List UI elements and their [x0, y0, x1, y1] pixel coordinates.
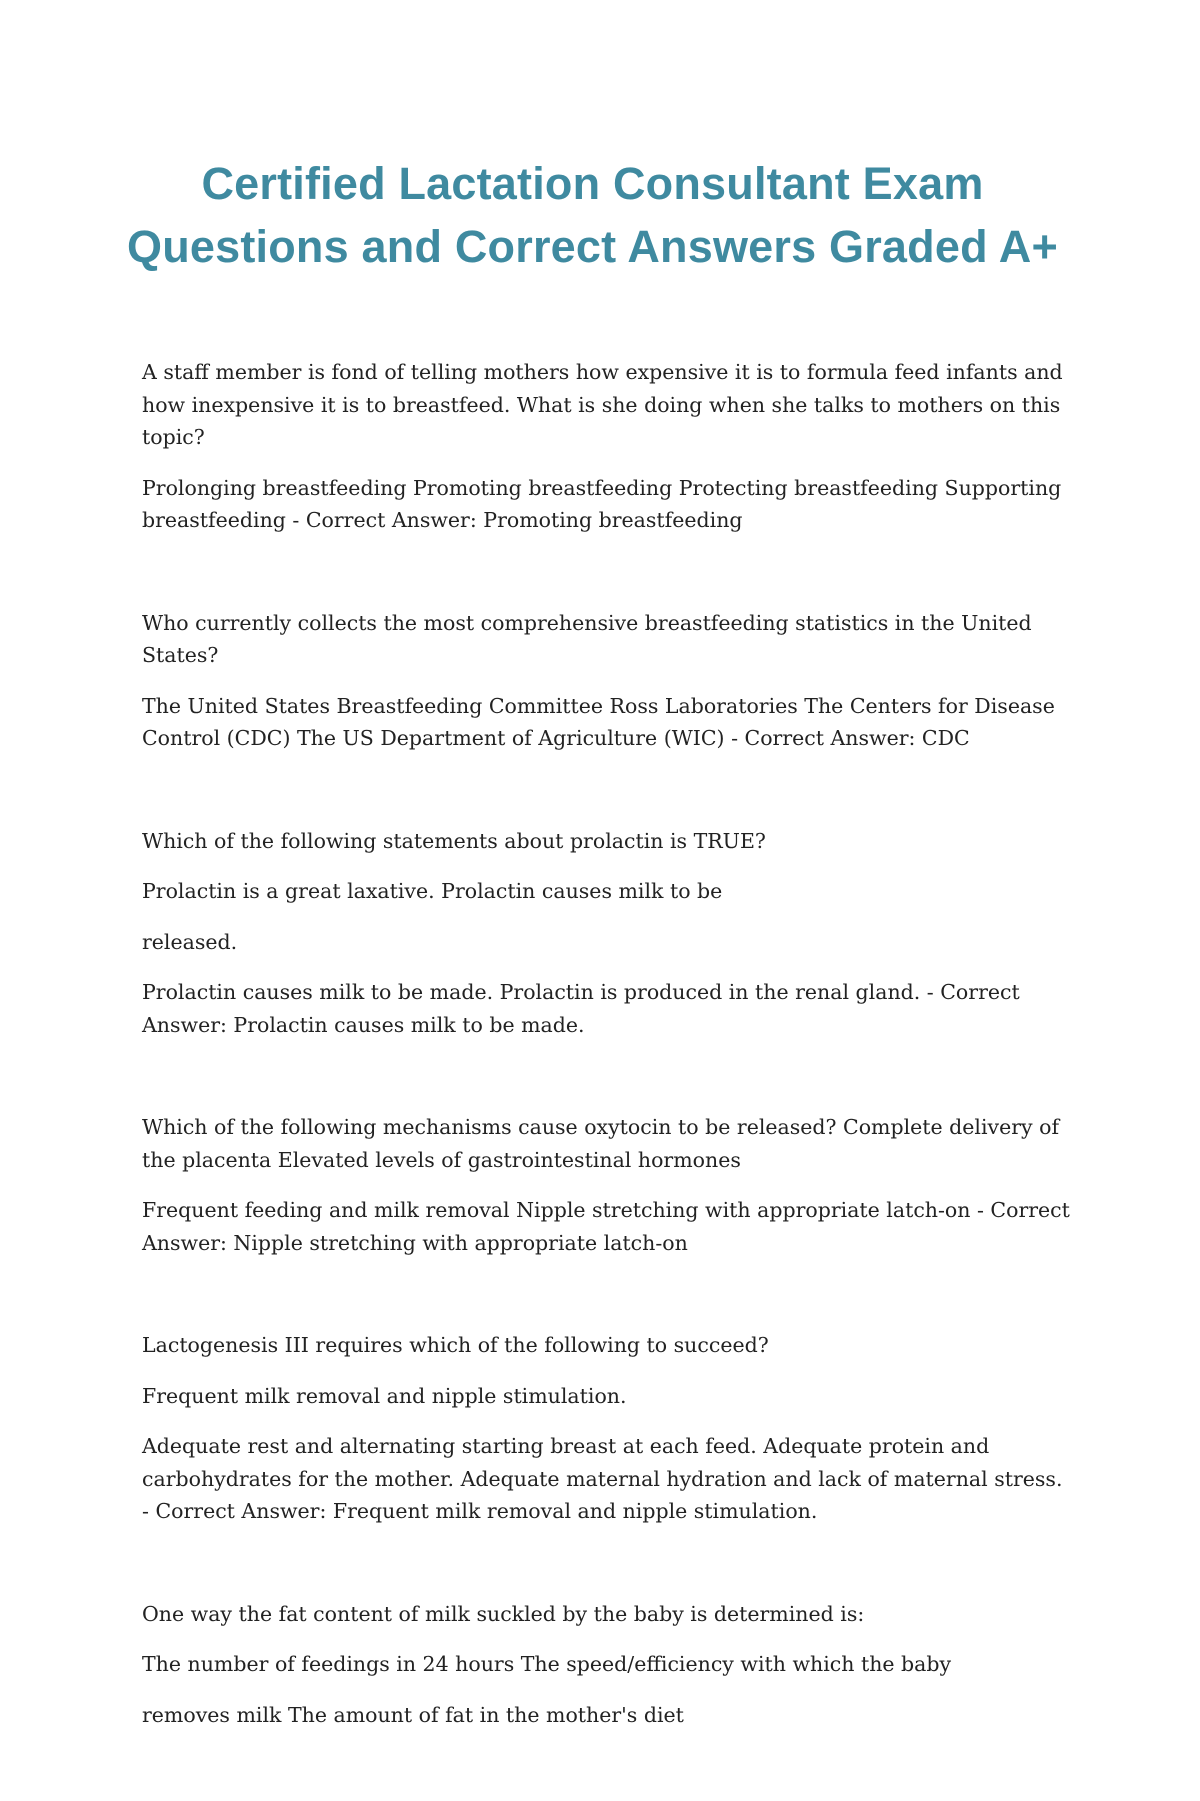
answer-text: The United States Breastfeeding Committee Ross Laboratories The Centers for Disease Control (CDC) The US Department of Agriculture (WIC) - Correct Answer: CDC — [142, 693, 1055, 750]
title-line-1: Certified Lactation Consultant Exam — [201, 158, 984, 209]
question-block-6 — [142, 1598, 1072, 1732]
answer-options-text: removes milk The amount of fat in the mother's diet — [142, 1702, 684, 1727]
answer-options-text: The number of feedings in 24 hours The speed/efficiency with which the baby — [142, 1652, 952, 1676]
title-line-2: Questions and Correct Answers Graded A+ — [127, 221, 1058, 272]
question-text: One way the fat content of milk suckled by the baby is determined is: — [142, 1601, 865, 1626]
question-block-3 — [142, 825, 1072, 1042]
answer-options-text: Prolactin is a great laxative. Prolactin causes milk to be — [142, 879, 723, 903]
question-text: A staff member is fond of telling mothers how expensive it is to formula feed infants and how inexpensive it is to breastfeed. What is she doing when she talks to mothers on this topic? — [142, 360, 1063, 449]
question-text: Who currently collects the most comprehensive breastfeeding statistics in the United States? — [142, 610, 1032, 667]
question-block-1 — [142, 356, 1072, 537]
answer-text: Adequate rest and alternating starting breast at each feed. Adequate protein and carbohydrates for the mother. Adequate maternal hydration and lack of maternal stress. - Correct Answer: Frequent milk removal and nipple stimulation. — [142, 1434, 1063, 1523]
question-text: Lactogenesis III requires which of the following to succeed? — [142, 1333, 769, 1357]
question-text: Which of the following mechanisms cause oxytocin to be released? Complete delivery of the placenta Elevated levels of gastrointestinal hormones — [142, 1115, 1060, 1172]
question-block-4 — [142, 1111, 1072, 1259]
answer-text: Frequent feeding and milk removal Nipple stretching with appropriate latch-on - Correct Answer: Nipple stretching with appropriate latch-on — [142, 1198, 1070, 1255]
answer-options-text: released. — [142, 929, 238, 954]
question-block-2 — [142, 607, 1072, 755]
question-block-5 — [142, 1329, 1072, 1528]
answer-text: Prolactin causes milk to be made. Prolactin is produced in the renal gland. - Correct Answer: Prolactin causes milk to be made. — [142, 980, 1020, 1037]
page-title — [100, 152, 1085, 278]
answer-text: Prolonging breastfeeding Promoting breastfeeding Protecting breastfeeding Supporting breastfeeding - Correct Answer: Promoting breastfeeding — [142, 475, 1062, 532]
answer-options-text: Frequent milk removal and nipple stimulation. — [142, 1383, 627, 1408]
question-text: Which of the following statements about prolactin is TRUE? — [142, 828, 766, 853]
question-list — [142, 356, 1072, 1801]
